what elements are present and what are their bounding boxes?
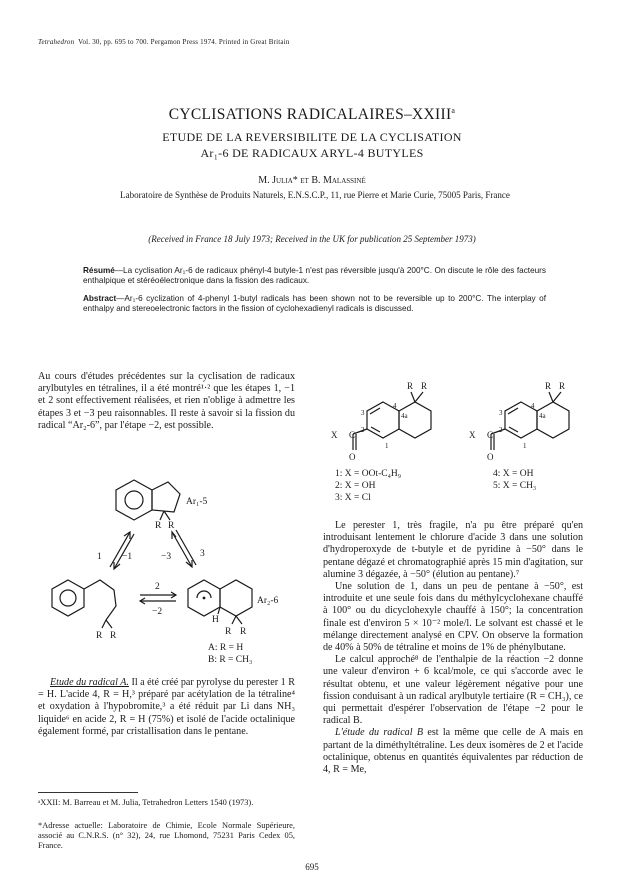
right-paragraph-2: Une solution de 1, dans un peu de pentane à −50°, est introduite et une seule fois dans du méthylcyclohexane chauffé à 100° ou du dicyclohexyle chauffé à 150°; la concentration finale est d'environ 5 × 10⁻² mole/l. Le solvant est chassé et le mélange directement analysé en CPV. On observe la formation de 40% à 50% de tétraline et moins de 1% de phénylbutane.: [323, 581, 583, 654]
struct-right-r1: R: [545, 381, 552, 391]
struct-left-r1: R: [407, 381, 414, 391]
struct-right-n3: 3: [499, 409, 503, 417]
right-paragraph-4-title: L'étude du radical B: [335, 727, 424, 739]
journal-name: Tetrahedron: [38, 38, 75, 46]
struct-left-x: X: [331, 430, 338, 440]
right-cyclohexane-ring: [537, 402, 569, 438]
struct-right-c: C: [487, 430, 494, 440]
struct-right-n1: 1: [523, 442, 527, 450]
subtitle-line-1: ETUDE DE LA REVERSIBILITE DE LA CYCLISATION: [162, 130, 462, 144]
struct-right-n4a: 4a: [539, 412, 546, 420]
label-radical-a: A: R = H: [208, 643, 244, 653]
label-r-left-1: R: [96, 631, 103, 641]
resume-text: —La cyclisation Ar₁-6 de radicaux phényl-4 butyle-1 n'est pas réversible jusqu'à 200°C. On discute le rôle des facteurs enthalpique et stéréoélectronique dans la fission des radicaux.: [83, 266, 546, 286]
label-r-top-1: R: [155, 521, 162, 531]
abstract: [83, 294, 546, 314]
label-r-left-2: R: [110, 631, 117, 641]
struct-right-n2: 2: [499, 426, 503, 434]
journal-info: Vol. 30, pp. 695 to 700. Pergamon Press 1974. Printed in Great Britain: [78, 38, 290, 46]
label-step-1: 1: [97, 552, 102, 562]
paper-title-text: CYCLISATIONS RADICALAIRES–XXIII: [168, 106, 452, 124]
label-r-right-2: R: [240, 627, 247, 637]
radical-dot: [203, 597, 206, 600]
label-ar15: Ar₁-5: [186, 497, 208, 507]
label-r-top-2: R: [168, 521, 175, 531]
label-step-m2: −2: [152, 607, 163, 617]
right-paragraph-3: Le calcul approché⁸ de l'enthalpie de la réaction −2 donne une valeur d'environ + 6 kcal/mole, ce qui s'accorde avec le résultat obtenu, et une valeur légèrement négative pour une fission conduisant à un radical arylbutyle tertiaire (R = CH₃), ce qui permettait d'espérer l'observation de l'étape −2 pour le radical B.: [323, 654, 583, 727]
label-step-m1: −1: [122, 552, 133, 562]
struct-left-n1: 1: [385, 442, 389, 450]
left-paragraph-2-title: Etude du radical A.: [50, 677, 129, 688]
label-step-2: 2: [155, 582, 160, 592]
authors: M. Julia* et B. Malassiné: [258, 175, 366, 186]
compound-3: 3: X = Cl: [335, 493, 371, 503]
struct-right-n4: 4: [531, 402, 535, 410]
label-ar26: Ar₂-6: [257, 596, 279, 606]
reaction-scheme: [40, 462, 300, 667]
struct-left-o: O: [349, 452, 356, 462]
affiliation: Laboratoire de Synthèse de Produits Naturels, E.N.S.C.P., 11, rue Pierre et Marie Curie, 75005 Paris, France: [120, 190, 510, 200]
right-paragraph-1: Le perester 1, très fragile, n'a pu être préparé qu'en introduisant lentement le chlorure d'acide 3 dans une solution d'hydroperoxyde de t-butyle et de pyridine à −50° dans le pentane dégazé et chromatographié après 15 min d'agitation, sur alumine 3 dégazée, à −50° (élution au pentane).⁷: [323, 520, 583, 580]
label-step-3: 3: [200, 549, 205, 559]
struct-right-r2: R: [559, 381, 566, 391]
footnote-2: *Adresse actuelle: Laboratoire de Chimie, Ecole Normale Supérieure, associé au C.N.R.S. (n° 32), 24, rue Lhomond, 75231 Paris Cedex 05, France.: [38, 821, 295, 850]
phenyl-ring: [52, 580, 84, 616]
struct-left-n3: 3: [361, 409, 365, 417]
compound-1: 1: X = OOt-C₄H₉: [335, 469, 402, 479]
struct-left-n4a: 4a: [401, 412, 408, 420]
struct-left-n2: 2: [361, 426, 365, 434]
compound-4: 4: X = OH: [493, 469, 534, 479]
right-column-text: [323, 520, 583, 776]
footnote-rule: [38, 792, 138, 793]
compound-2: 2: X = OH: [335, 481, 376, 491]
compound-structures: [323, 370, 585, 510]
received-dates: (Received in France 18 July 1973; Received in the UK for publication 25 September 1973): [148, 234, 476, 244]
title-footnote-mark: a: [451, 106, 456, 115]
left-paragraph-1-text: Au cours d'études précédentes sur la cyclisation de radicaux arylbutyles en tétralines, il a été montré¹·² que les étapes 1, −1 et 2 sont effectivement réalisées, et rien n'oblige à admettre les étapes 3 et −3 peu raisonnables. Il reste à savoir si la fission du radical “Ar₂-6”, par l'étape −2, est possible.: [38, 371, 295, 431]
compound-5: 5: X = CH₃: [493, 481, 537, 491]
resume: [83, 266, 546, 286]
spiro-pentagon: [152, 482, 180, 512]
struct-left-c: C: [349, 430, 356, 440]
label-radical-b: B: R = CH₃: [208, 655, 253, 665]
right-paragraph-4: est la même que celle de A mais en partant de la diméthyltétraline. Les deux isomères de 2 et l'acide octalinique, obtenus en quantités équivalentes par réduction de 4, R = Me,: [323, 727, 583, 776]
struct-left-n4: 4: [393, 402, 397, 410]
label-r-right-1: R: [225, 627, 232, 637]
left-cyclohexane-ring: [399, 402, 431, 438]
left-paragraph-2: [38, 677, 295, 738]
struct-right-x: X: [469, 430, 476, 440]
footnote-1: ᵃXXII: M. Barreau et M. Julia, Tetrahedron Letters 1540 (1973).: [38, 798, 254, 807]
struct-right-o: O: [487, 452, 494, 462]
left-paragraph-1: [38, 371, 295, 432]
left-paragraph-2-text: Il a été créé par pyrolyse du perester 1 R = H. L'acide 4, R = H,³ préparé par acétylation de la tétraline⁴ et oxydation à l'hypobromite,³ a été réduit par Li dans NH₃ liquide⁶ en acide 2, R = H (75%) et isolé de l'acide octalinique également formé, par cristallisation dans le pentane.: [38, 677, 295, 737]
abstract-text: —Ar₁-6 cyclization of 4-phenyl 1-butyl radicals has been shown not to be reversible up to 200°C. The interplay of enthalpy and stereoelectronic factors in the fission of cyclohexadienyl radicals is discussed.: [83, 294, 546, 314]
resume-label: Résumé: [83, 266, 115, 275]
struct-left-r2: R: [421, 381, 428, 391]
fused-ring: [220, 580, 252, 616]
paper-title: [0, 106, 624, 124]
label-step-m3: −3: [161, 552, 172, 562]
label-h: H: [212, 615, 219, 625]
journal-header: [38, 38, 290, 46]
subtitle-line-2: Ar₁-6 DE RADICAUX ARYL-4 BUTYLES: [200, 146, 424, 160]
page-number: 695: [305, 862, 319, 872]
abstract-label: Abstract: [83, 294, 117, 303]
spiro-hexagon: [116, 480, 152, 520]
